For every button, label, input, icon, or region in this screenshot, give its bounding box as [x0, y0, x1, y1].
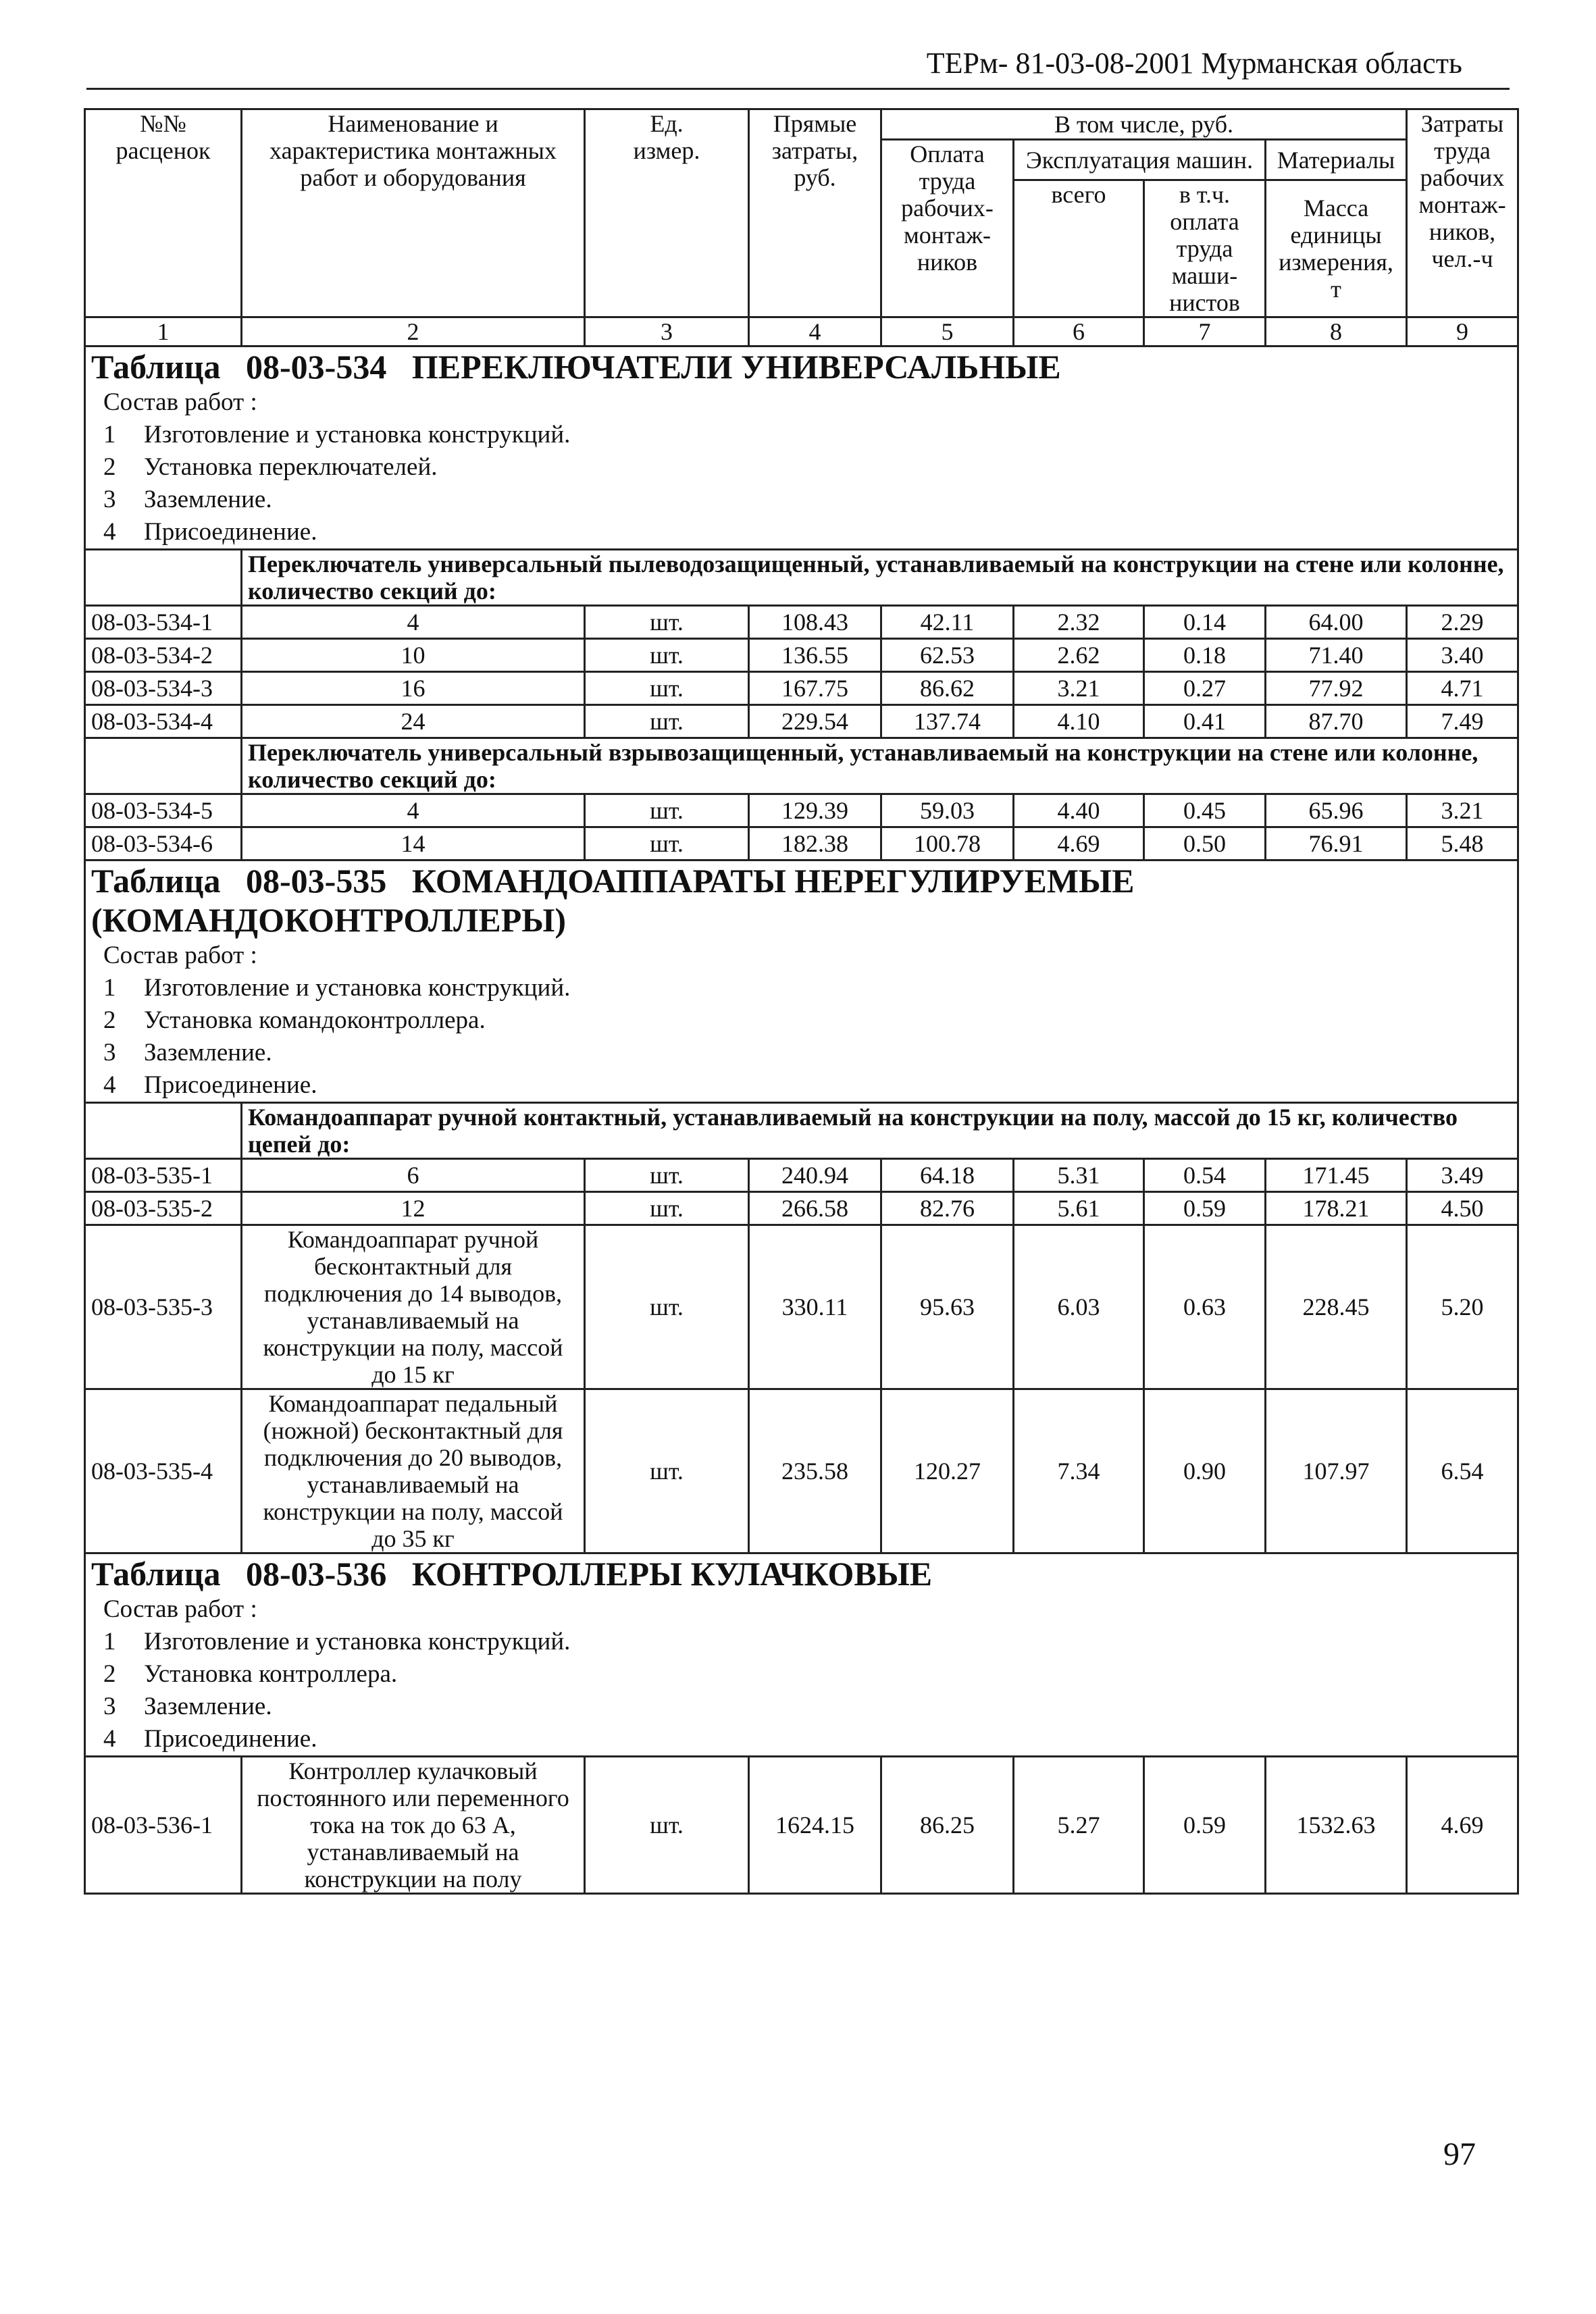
table-row: 08-03-534-2 10 шт. 136.55 62.53 2.62 0.18 71.40 3.40 [85, 639, 1518, 672]
composition-step: 1 Изготовление и установка конструкций. [103, 421, 571, 448]
price-table [84, 108, 1519, 1895]
composition-step: 1 Изготовление и установка конструкций. [103, 1628, 571, 1655]
table-row: 08-03-535-1 6 шт. 240.94 64.18 5.31 0.54 171.45 3.49 [85, 1159, 1518, 1192]
table-row: 08-03-535-4 Командоаппарат педальный (ножной) бесконтактный для подключения до 20 выводов, устанавливаемый на конструкции на полу, массой до 35 кг шт. 235.58 120.27 7.34 0.90 107.97 6.54 [85, 1389, 1518, 1553]
col-header-machines-total: всего [1014, 180, 1144, 317]
group-title: Переключатель универсальный пылеводозащищенный, устанавливаемый на конструкции на стене или колонне, количество секций до: [242, 550, 1518, 606]
section-label: Таблица [91, 1555, 221, 1593]
section-536 [85, 1553, 1518, 1757]
column-header-row [85, 109, 1518, 140]
column-number-row [85, 317, 1518, 346]
section-title [91, 861, 1512, 940]
section-code: 08-03-535 [246, 862, 387, 900]
table-row: 08-03-536-1 Контроллер кулачковый постоянного или переменного тока на ток до 63 А, устанавливаемый на конструкции на полу шт. 1624.15 86.25 5.27 0.59 1532.63 4.69 [85, 1757, 1518, 1894]
group-title: Переключатель универсальный взрывозащищенный, устанавливаемый на конструкции на стене или колонне, количество секций до: [242, 738, 1518, 794]
col-header-direct: Прямые затраты, руб. [749, 109, 881, 317]
section-title [91, 1554, 1512, 1593]
section-code: 08-03-534 [246, 348, 387, 386]
col-header-machines-labor: в т.ч. оплата труда маши-нистов [1144, 180, 1266, 317]
col-header-code: №№ расценок [85, 109, 242, 317]
col-number: 7 [1144, 317, 1266, 346]
group-row [85, 1103, 1518, 1159]
composition-step: 2 Установка контроллера. [103, 1660, 398, 1688]
section-name: КОМАНДОАППАРАТЫ НЕРЕГУЛИРУЕМЫЕ (КОМАНДОКОНТРОЛЛЕРЫ) [91, 862, 1135, 939]
col-header-labor-pay: Оплата труда рабочих-монтаж-ников [881, 140, 1014, 317]
document-header-title: ТЕРм- 81-03-08-2001 Мурманская область [926, 47, 1462, 80]
col-number: 9 [1407, 317, 1518, 346]
table-row: 08-03-534-1 4 шт. 108.43 42.11 2.32 0.14 64.00 2.29 [85, 606, 1518, 639]
table-row: 08-03-534-4 24 шт. 229.54 137.74 4.10 0.41 87.70 7.49 [85, 705, 1518, 738]
composition-step: 4 Присоединение. [103, 518, 317, 546]
col-header-labor-hours: Затраты труда рабочих монтаж-ников, чел.-ч [1407, 109, 1518, 317]
composition-step: 3 Заземление. [103, 486, 272, 513]
col-number: 5 [881, 317, 1014, 346]
col-number: 1 [85, 317, 242, 346]
col-header-materials: Материалы [1266, 140, 1407, 180]
col-number: 6 [1014, 317, 1144, 346]
col-number: 2 [242, 317, 585, 346]
composition-step: 2 Установка командоконтроллера. [103, 1006, 486, 1034]
section-row [85, 346, 1518, 550]
table-row: 08-03-534-5 4 шт. 129.39 59.03 4.40 0.45 65.96 3.21 [85, 794, 1518, 827]
table-row: 08-03-535-2 12 шт. 266.58 82.76 5.61 0.59 178.21 4.50 [85, 1192, 1518, 1225]
composition-label: Состав работ : [103, 1595, 257, 1623]
col-header-machines: Эксплуатация машин. [1014, 140, 1266, 180]
composition-label: Состав работ : [103, 942, 257, 969]
group-title: Командоаппарат ручной контактный, устанавливаемый на конструкции на полу, массой до 15 кг, количество цепей до: [242, 1103, 1518, 1159]
page-number: 97 [1443, 2136, 1476, 2172]
composition-step: 3 Заземление. [103, 1039, 272, 1066]
section-row [85, 1553, 1518, 1757]
col-number: 8 [1266, 317, 1407, 346]
composition-step: 3 Заземление. [103, 1693, 272, 1720]
section-name: ПЕРЕКЛЮЧАТЕЛИ УНИВЕРСАЛЬНЫЕ [411, 348, 1061, 386]
section-row [85, 860, 1518, 1103]
table-row: 08-03-534-3 16 шт. 167.75 86.62 3.21 0.27 77.92 4.71 [85, 672, 1518, 705]
table-row: 08-03-535-3 Командоаппарат ручной бесконтактный для подключения до 14 выводов, устанавливаемый на конструкции на полу, массой до 15 кг шт. 330.11 95.63 6.03 0.63 228.45 5.20 [85, 1225, 1518, 1389]
composition-step: 1 Изготовление и установка конструкций. [103, 974, 571, 1002]
col-number: 4 [749, 317, 881, 346]
group-row [85, 738, 1518, 794]
section-code: 08-03-536 [246, 1555, 387, 1593]
group-row [85, 550, 1518, 606]
section-label: Таблица [91, 862, 221, 900]
section-534 [85, 346, 1518, 550]
section-535 [85, 860, 1518, 1103]
section-title [91, 347, 1512, 386]
composition-step: 2 Установка переключателей. [103, 453, 438, 481]
section-name: КОНТРОЛЛЕРЫ КУЛАЧКОВЫЕ [411, 1555, 933, 1593]
col-header-unit: Ед. измер. [585, 109, 749, 317]
col-header-name: Наименование и характеристика монтажных работ и оборудования [242, 109, 585, 317]
table-row: 08-03-534-6 14 шт. 182.38 100.78 4.69 0.50 76.91 5.48 [85, 827, 1518, 860]
header-divider [86, 88, 1510, 90]
section-label: Таблица [91, 348, 221, 386]
col-header-group: В том числе, руб. [881, 109, 1407, 140]
composition-label: Состав работ : [103, 388, 257, 416]
composition-step: 4 Присоединение. [103, 1725, 317, 1753]
col-header-mass: Масса единицы измерения, т [1266, 180, 1407, 317]
composition-step: 4 Присоединение. [103, 1071, 317, 1099]
col-number: 3 [585, 317, 749, 346]
